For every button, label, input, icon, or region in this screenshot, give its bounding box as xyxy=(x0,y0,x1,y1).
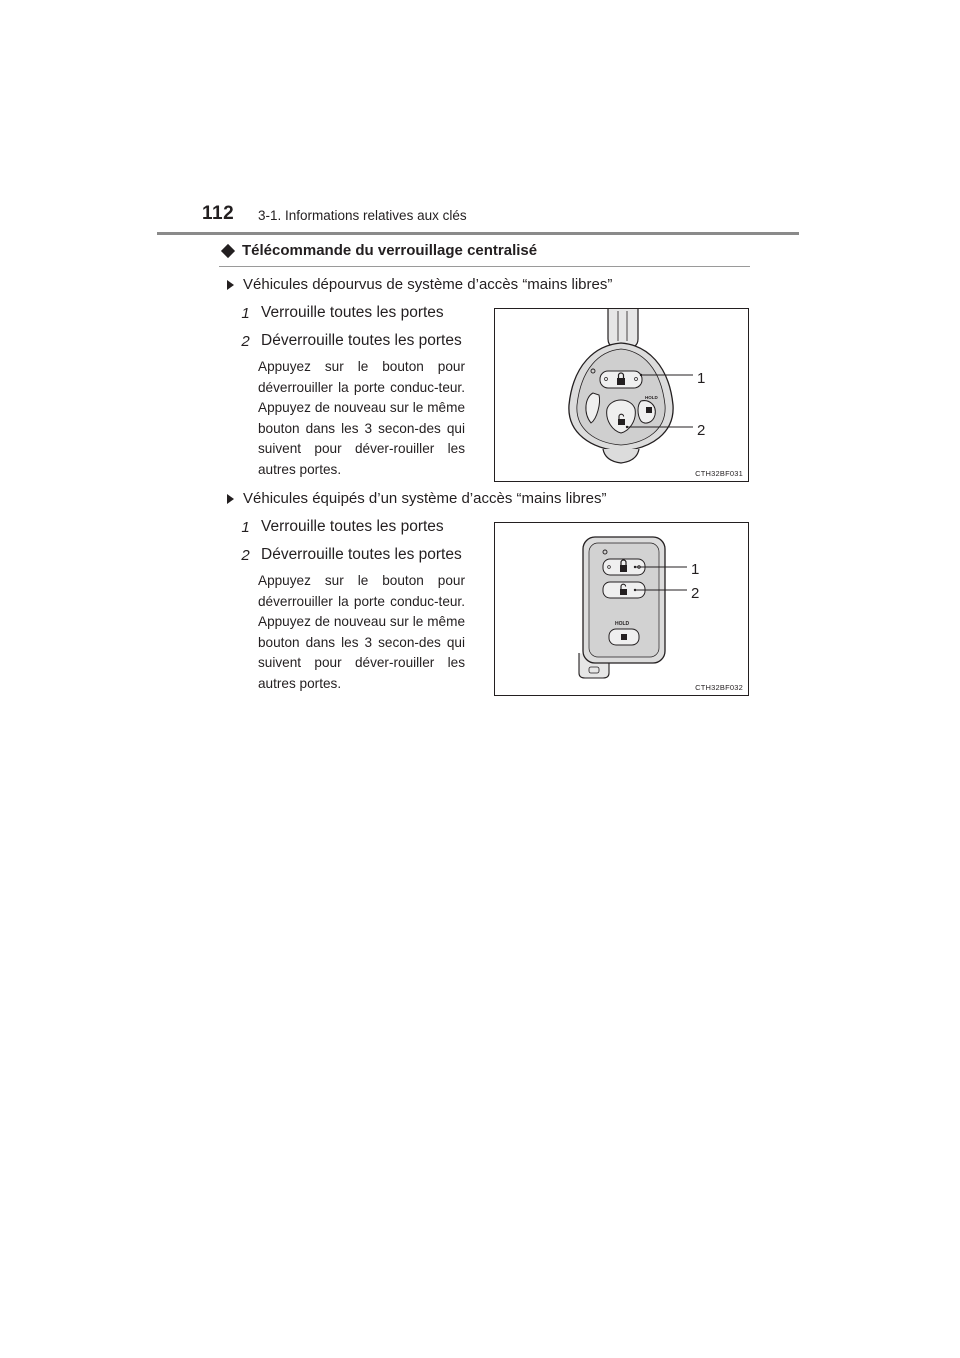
figure-code: CTH32BF031 xyxy=(695,469,743,478)
header-divider xyxy=(157,232,799,235)
list-item-label: Verrouille toutes les portes xyxy=(261,518,444,535)
hold-label: HOLD xyxy=(615,621,630,627)
note-paragraph: Appuyez sur le bouton pour déverrouiller la porte conduc-teur. Appuyez de nouveau sur le même bouton dans les 3 secon-des qui suivent pour déver-rouiller les autres portes. xyxy=(258,573,465,691)
diamond-bullet-icon xyxy=(221,243,235,257)
chapter-title: 3-1. Informations relatives aux clés xyxy=(258,208,467,223)
hold-label: HOLD xyxy=(645,395,658,400)
number-2-icon: 2 xyxy=(241,332,250,350)
list-item-label: Déverrouille toutes les portes xyxy=(261,332,462,349)
page-number: 112 xyxy=(202,203,235,224)
figure-code: CTH32BF032 xyxy=(695,683,743,692)
list-item xyxy=(238,518,444,536)
subsection-heading-2 xyxy=(227,490,607,507)
number-1-icon: 1 xyxy=(241,518,250,536)
list-item-label: Verrouille toutes les portes xyxy=(261,304,444,321)
list-item xyxy=(238,332,462,350)
triangle-bullet-icon xyxy=(227,494,234,504)
section-divider xyxy=(219,266,750,267)
smart-key-drawing xyxy=(495,523,748,695)
note-paragraph: Appuyez sur le bouton pour déverrouiller la porte conduc-teur. Appuyez de nouveau sur le même bouton dans les 3 secon-des qui suivent pour déver-rouiller les autres portes. xyxy=(258,359,465,477)
smart-key-illustration xyxy=(494,522,749,696)
callout-1-label: 1 xyxy=(697,370,706,387)
key-remote-drawing xyxy=(495,309,748,481)
list-item xyxy=(238,304,444,322)
callout-2-label: 2 xyxy=(691,585,700,602)
triangle-bullet-icon xyxy=(227,280,234,290)
subsection-heading-1 xyxy=(227,276,612,293)
section-title-text: Télécommande du verrouillage centralisé xyxy=(242,242,538,259)
list-item-label: Déverrouille toutes les portes xyxy=(261,546,462,563)
section-heading xyxy=(219,242,537,259)
subsection-heading-text: Véhicules dépourvus de système d’accès “mains libres” xyxy=(243,276,613,293)
subsection-heading-text: Véhicules équipés d’un système d’accès “mains libres” xyxy=(243,490,607,507)
number-1-icon: 1 xyxy=(241,304,250,322)
callout-1-label: 1 xyxy=(691,561,700,578)
callout-2-label: 2 xyxy=(697,422,706,439)
list-item xyxy=(238,546,462,564)
number-2-icon: 2 xyxy=(241,546,250,564)
remote-key-illustration xyxy=(494,308,749,482)
